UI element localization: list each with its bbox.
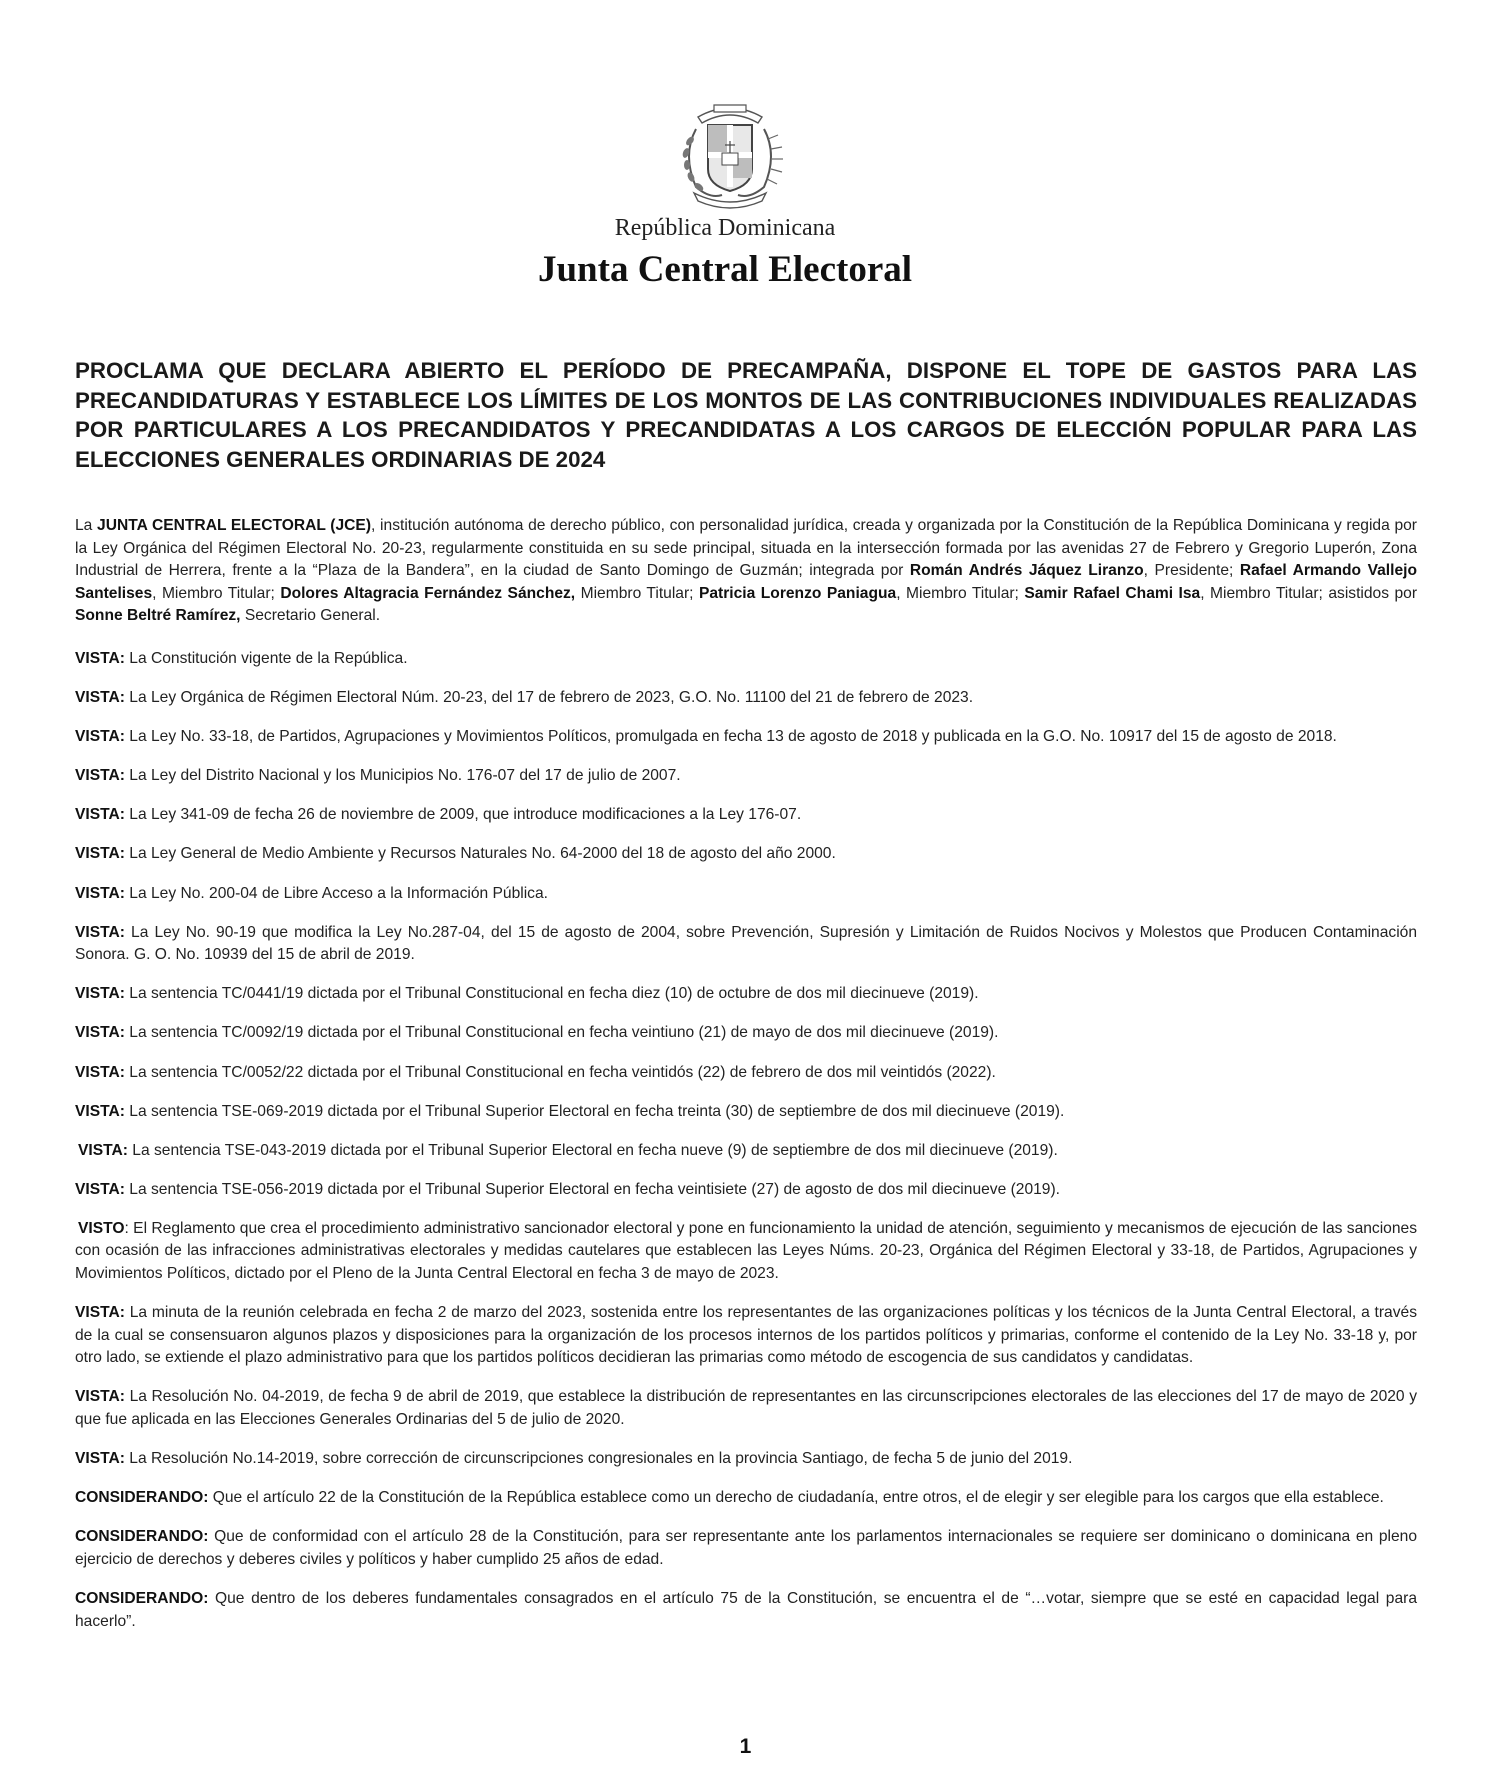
considerando-paragraph: CONSIDERANDO: Que de conformidad con el artículo 28 de la Constitución, para ser representante ante los parlamentos internacionales se requiere ser dominicano o dominicana en pleno ejercicio de derechos y deberes civiles y políticos y haber cumplido 25 años de edad. xyxy=(75,1528,1417,1568)
vista-paragraph: VISTA: La sentencia TC/0441/19 dictada por el Tribunal Constitucional en fecha diez (10) de octubre de dos mil diecinueve (2019). xyxy=(75,985,979,1003)
republic-name: República Dominicana xyxy=(614,215,836,241)
considerando-paragraph: CONSIDERANDO: Que el artículo 22 de la Constitución de la República establece como un derecho de ciudadanía, entre otros, el de elegir y ser elegible para los cargos que ella establece. xyxy=(75,1489,1384,1507)
page-number: 1 xyxy=(739,1735,752,1758)
vista-paragraph: VISTA: La Ley 341-09 de fecha 26 de noviembre de 2009, que introduce modificaciones a la Ley 176-07. xyxy=(75,806,802,824)
institution-name: Junta Central Electoral xyxy=(537,249,913,290)
vista-paragraph: VISTA: La sentencia TSE-056-2019 dictada por el Tribunal Superior Electoral en fecha veintisiete (27) de agosto de dos mil diecinueve (2019). xyxy=(75,1180,1060,1198)
vista-paragraph: VISTA: La sentencia TC/0052/22 dictada por el Tribunal Constitucional en fecha veintidós (22) de febrero de dos mil veintidós (2022). xyxy=(75,1063,996,1081)
vista-paragraph: VISTA: La minuta de la reunión celebrada en fecha 2 de marzo del 2023, sostenida entre los representantes de las organizaciones políticas y los técnicos de la Junta Central Electoral, a través de la cual se consensuaron algunos plazos y disposiciones para la organización de los procesos internos de los partidos políticos y primarias, conforme el contenido de la Ley No. 33-18 y, por otro lado, se extiende el plazo administrativo para que los partidos políticos decidieran las primarias como método de escogencia de sus candidatos y candidatas. xyxy=(75,1304,1417,1367)
vista-paragraph: VISTA: La sentencia TSE-069-2019 dictada por el Tribunal Superior Electoral en fecha treinta (30) de septiembre de dos mil diecinueve (2019). xyxy=(75,1102,1065,1120)
vista-paragraph: VISTA: La Ley General de Medio Ambiente y Recursos Naturales No. 64-2000 del 18 de agosto del año 2000. xyxy=(75,845,836,863)
vista-paragraph: VISTA: La Resolución No.14-2019, sobre corrección de circunscripciones congresionales en la provincia Santiago, de fecha 5 de junio del 2019. xyxy=(75,1450,1073,1468)
vista-paragraph: VISTA: La Ley del Distrito Nacional y los Municipios No. 176-07 del 17 de julio de 2007. xyxy=(75,767,681,785)
vista-paragraph: VISTA: La sentencia TC/0092/19 dictada por el Tribunal Constitucional en fecha veintiuno (21) de mayo de dos mil diecinueve (2019). xyxy=(75,1024,999,1042)
vista-paragraph: VISTA: La Ley Orgánica de Régimen Electoral Núm. 20-23, del 17 de febrero de 2023, G.O. No. 11100 del 21 de febrero de 2023. xyxy=(75,689,974,707)
considerando-paragraph: CONSIDERANDO: Que dentro de los deberes fundamentales consagrados en el artículo 75 de la Constitución, se encuentra el de “…votar, siempre que se esté en capacidad legal para hacerlo”. xyxy=(75,1590,1417,1630)
vista-paragraph: VISTA: La sentencia TSE-043-2019 dictada por el Tribunal Superior Electoral en fecha nueve (9) de septiembre de dos mil diecinueve (2019). xyxy=(78,1141,1058,1159)
document-title: PROCLAMA QUE DECLARA ABIERTO EL PERÍODO DE PRECAMPAÑA, DISPONE EL TOPE DE GASTOS PARA LAS PRECANDIDATURAS Y ESTABLECE LOS LÍMITES DE LOS MONTOS DE LAS CONTRIBUCIONES INDIVIDUALES REALIZADAS POR PARTICULARES A LOS PRECANDIDATOS Y PRECANDIDATAS A LOS CARGOS DE ELECCIÓN POPULAR PARA LAS ELECCIONES GENERALES ORDINARIAS DE 2024 xyxy=(75,358,1417,472)
vista-paragraph: VISTA: La Constitución vigente de la República. xyxy=(75,649,408,667)
document-body xyxy=(75,515,1417,1650)
coat-of-arms-icon xyxy=(670,95,790,213)
intro-paragraph: La JUNTA CENTRAL ELECTORAL (JCE), institución autónoma de derecho público, con personalidad jurídica, creada y organizada por la Constitución de la República Dominicana y regida por la Ley Orgánica del Régimen Electoral No. 20-23, regularmente constituida en su sede principal, situada en la intersección formada por las avenidas 27 de Febrero y Gregorio Luperón, Zona Industrial de Herrera, frente a la “Plaza de la Bandera”, en la ciudad de Santo Domingo de Guzmán; integrada por Román Andrés Jáquez Liranzo, Presidente; Rafael Armando Vallejo Santelises, Miembro Titular; Dolores Altagracia Fernández Sánchez, Miembro Titular; Patricia Lorenzo Paniagua, Miembro Titular; Samir Rafael Chami Isa, Miembro Titular; asistidos por Sonne Beltré Ramírez, Secretario General. xyxy=(75,517,1418,625)
vista-paragraph: VISTA: La Resolución No. 04-2019, de fecha 9 de abril de 2019, que establece la distribución de representantes en las circunscripciones electorales de las elecciones del 17 de mayo de 2020 y que fue aplicada en las Elecciones Generales Ordinarias del 5 de julio de 2020. xyxy=(75,1388,1417,1429)
vista-paragraph: VISTA: La Ley No. 200-04 de Libre Acceso a la Información Pública. xyxy=(75,884,548,902)
visto-paragraph: VISTO: El Reglamento que crea el procedimiento administrativo sancionador electoral y pone en funcionamiento la unidad de atención, seguimiento y mecanismos de ejecución de las sanciones con ocasión de las infracciones administrativas electorales y medidas cautelares que establecen las Leyes Núms. 20-23, Orgánica del Régimen Electoral y 33-18, de Partidos, Agrupaciones y Movimientos Políticos, dictado por el Pleno de la Junta Central Electoral en fecha 3 de mayo de 2023. xyxy=(75,1219,1417,1283)
vista-paragraph: VISTA: La Ley No. 33-18, de Partidos, Agrupaciones y Movimientos Políticos, promulgada en fecha 13 de agosto de 2018 y publicada en la G.O. No. 10917 del 15 de agosto de 2018. xyxy=(75,728,1337,746)
vista-paragraph: VISTA: La Ley No. 90-19 que modifica la Ley No.287-04, del 15 de agosto de 2004, sobre Prevención, Supresión y Limitación de Ruidos Nocivos y Molestos que Producen Contaminación Sonora. G. O. No. 10939 del 15 de abril de 2019. xyxy=(75,923,1417,964)
